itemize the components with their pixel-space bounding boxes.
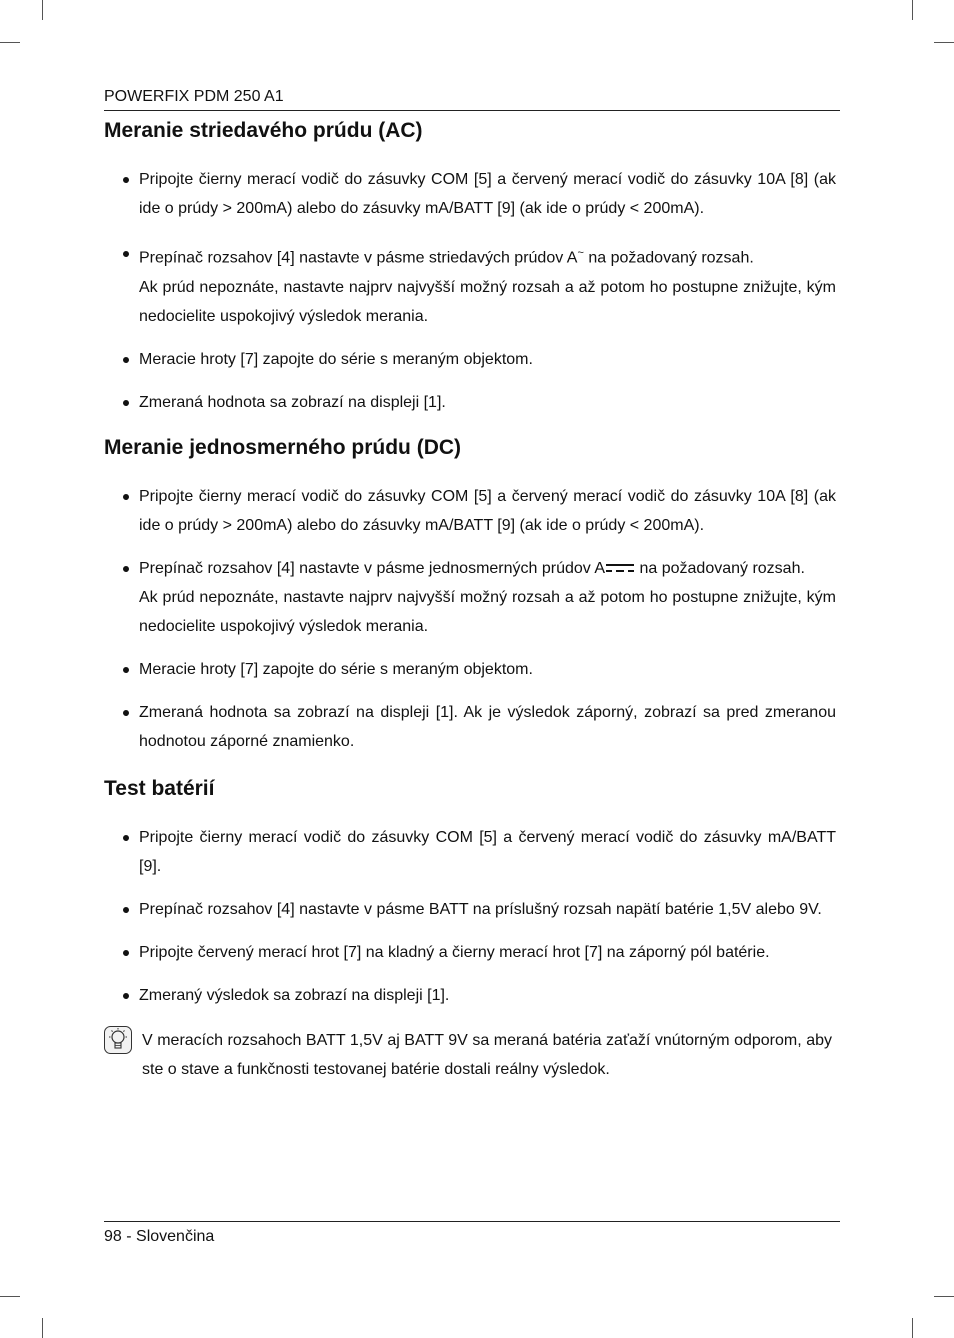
section-heading-ac: Meranie striedavého prúdu (AC) [104, 119, 423, 142]
list-item-text: na požadovaný rozsah. [635, 559, 805, 577]
list-item-text: Zmeraný výsledok sa zobrazí na displeji [1]. [139, 986, 450, 1004]
list-item-text: Zmeraná hodnota sa zobrazí na displeji [1]. [139, 393, 446, 411]
note-text: V meracích rozsahoch BATT 1,5V aj BATT 9V sa meraná batéria zaťaží vnútorným odporom, aby ste o stave a funkčnosti testovanej batérie dostali reálny výsledok. [142, 1031, 832, 1078]
list-item [104, 895, 836, 924]
bullet-dot [123, 566, 129, 572]
list-item-text: Pripojte čierny merací vodič do zásuvky COM [5] a červený merací vodič do zásuvky 10A [8] (ak ide o prúdy > 200mA) alebo do zásuvky mA/BATT [9] (ak ide o prúdy < 200mA). [139, 171, 836, 218]
bullet-dot [123, 667, 129, 673]
crop-mark [912, 1318, 913, 1338]
crop-mark [934, 42, 954, 43]
bullet-dot [123, 251, 129, 257]
bullet-dot [123, 494, 129, 500]
list-item-text: Prepínač rozsahov [4] nastavte v pásme striedavých prúdov A [139, 249, 578, 267]
page-content [104, 118, 836, 1084]
list-item [104, 345, 836, 374]
list-item [104, 655, 836, 684]
battery-list [104, 823, 836, 1010]
crop-mark [934, 1296, 954, 1297]
list-item [104, 482, 836, 540]
list-item [104, 698, 836, 756]
list-item-text: Meracie hroty [7] zapojte do série s meraným objektom. [139, 660, 533, 678]
list-item-text: Prepínač rozsahov [4] nastavte v pásme BATT na príslušný rozsah napätí batérie 1,5V alebo 9V. [139, 900, 822, 918]
list-item [104, 554, 836, 641]
list-item [104, 239, 836, 330]
dc-list [104, 482, 836, 756]
ac-symbol: ~ [577, 247, 584, 260]
list-item-text: Pripojte čierny merací vodič do zásuvky COM [5] a červený merací vodič do zásuvky mA/BATT [9]. [139, 828, 836, 875]
bullet-dot [123, 993, 129, 999]
list-item-text: Prepínač rozsahov [4] nastavte v pásme jednosmerných prúdov A [139, 559, 606, 577]
header-title: POWERFIX PDM 250 A1 [104, 88, 284, 105]
bullet-dot [123, 357, 129, 363]
list-item-text: na požadovaný rozsah. [583, 249, 754, 267]
list-item-text: Meracie hroty [7] zapojte do série s meraným objektom. [139, 350, 533, 368]
crop-mark [0, 1296, 20, 1297]
section-heading-dc: Meranie jednosmerného prúdu (DC) [104, 435, 462, 459]
ac-list [104, 165, 836, 416]
bullet-dot [123, 907, 129, 913]
page-number: 98 - Slovenčina [104, 1228, 215, 1245]
list-item-text: Ak prúd nepoznáte, nastavte najprv najvyšší možný rozsah a až potom ho postupne znižujte, kým nedocielite uspokojivý výsledok merania. [139, 278, 836, 325]
bullet-dot [123, 835, 129, 841]
list-item-text: Ak prúd nepoznáte, nastavte najprv najvyšší možný rozsah a až potom ho postupne znižujte, kým nedocielite uspokojivý výsledok merania. [139, 588, 836, 635]
bullet-dot [123, 400, 129, 406]
list-item [104, 981, 836, 1010]
info-note [104, 1026, 832, 1084]
list-item [104, 823, 836, 881]
crop-mark [42, 0, 43, 20]
list-item-text: Zmeraná hodnota sa zobrazí na displeji [1]. Ak je výsledok záporný, zobrazí sa pred zmeranou hodnotou záporné znamienko. [139, 703, 836, 750]
bullet-dot [123, 177, 129, 183]
bullet-dot [123, 710, 129, 716]
list-item-text: Pripojte čierny merací vodič do zásuvky COM [5] a červený merací vodič do zásuvky 10A [8] (ak ide o prúdy > 200mA) alebo do zásuvky mA/BATT [9] (ak ide o prúdy < 200mA). [139, 487, 836, 534]
lightbulb-icon [104, 1026, 132, 1054]
list-item [104, 388, 836, 417]
dc-symbol-icon [605, 561, 635, 575]
page-footer [104, 1221, 840, 1246]
running-header [104, 88, 840, 111]
list-item-text: Pripojte červený merací hrot [7] na kladný a čierny merací hrot [7] na záporný pól batérie. [139, 943, 770, 961]
crop-mark [912, 0, 913, 20]
crop-mark [42, 1318, 43, 1338]
section-heading-battery: Test batérií [104, 776, 215, 800]
bullet-dot [123, 950, 129, 956]
list-item [104, 165, 836, 223]
crop-mark [0, 42, 20, 43]
list-item [104, 938, 836, 967]
